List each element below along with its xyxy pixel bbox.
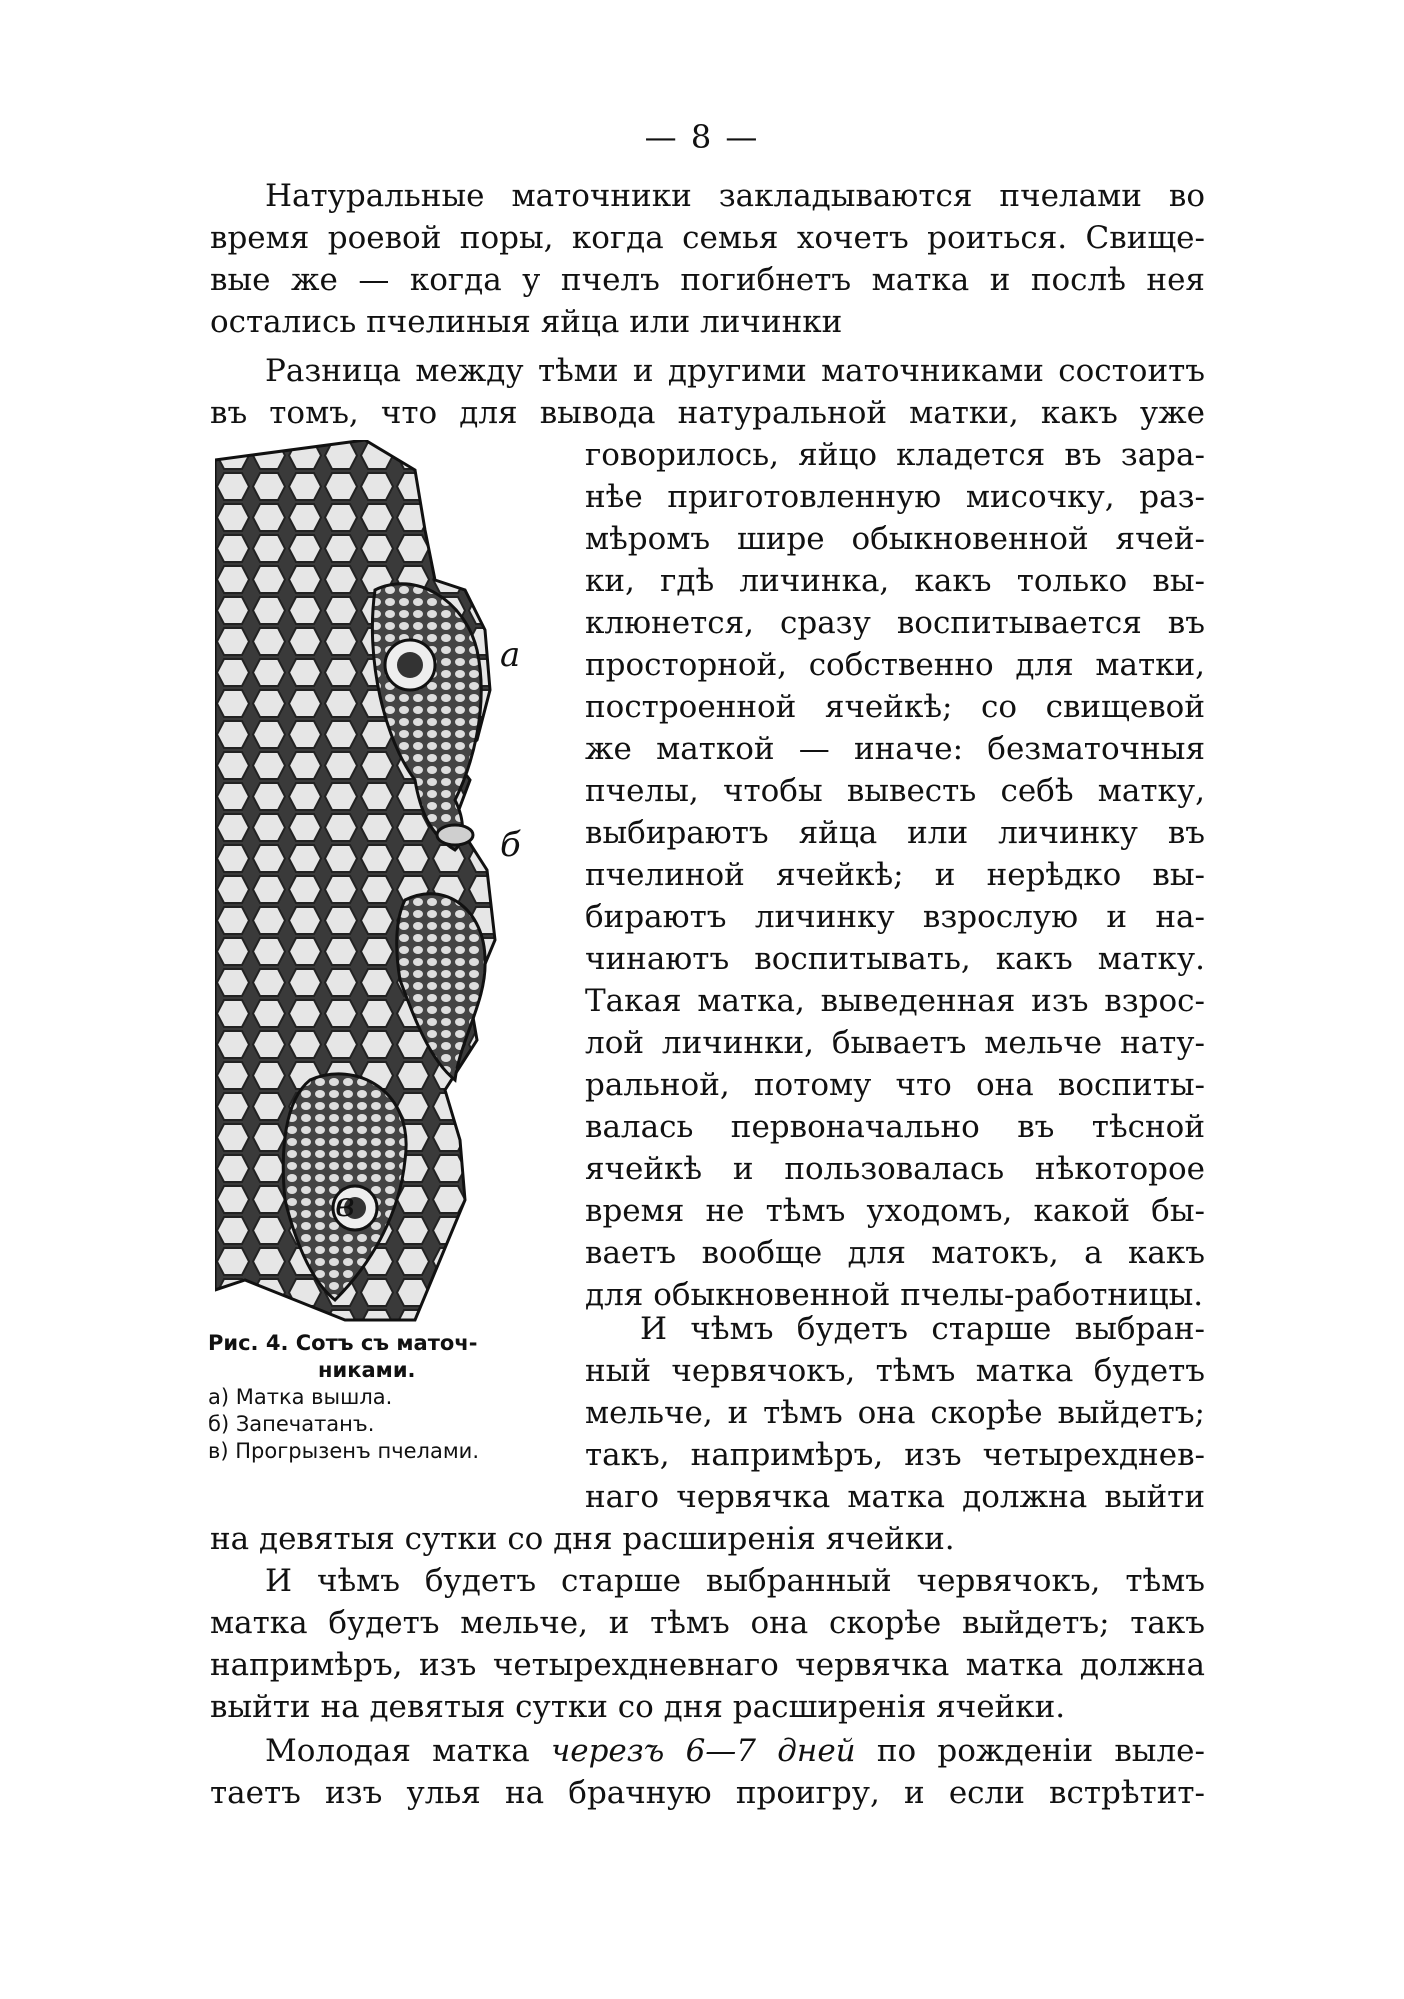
caption-item: в) Прогрызенъ пчелами. <box>208 1439 480 1463</box>
caption-title: Рис. 4. Сотъ съ маточ- <box>208 1331 478 1355</box>
text-line: таетъ изъ улья на брачную проигру, и если встрѣтит- <box>210 1775 1205 1811</box>
paragraph-2 <box>210 350 1205 434</box>
text-line: Натуральные маточники закладываются пчелами во <box>265 178 1205 214</box>
figure-label-v: в <box>335 1185 355 1225</box>
text-line: мѣромъ шире обыкновенной ячей- <box>585 521 1205 557</box>
text-line: говорилось, яйцо кладется въ зара- <box>585 437 1205 473</box>
text-line: на девятыя сутки со дня расширенія ячейки. <box>210 1521 955 1557</box>
figure-label-a: а <box>500 635 521 675</box>
text-line: ки, гдѣ личинка, какъ только вы- <box>585 563 1205 599</box>
text-line: ячейкѣ и пользовалась нѣкоторое <box>585 1151 1205 1187</box>
caption-item: а) Матка вышла. <box>208 1385 393 1409</box>
text-line: ный червячокъ, тѣмъ матка будетъ <box>585 1353 1205 1389</box>
text-line: ваетъ вообще для матокъ, а какъ <box>585 1235 1205 1271</box>
text-line: И чѣмъ будетъ старше выбранный червячокъ, тѣмъ <box>265 1563 1205 1599</box>
page-number: — 8 — <box>644 118 760 156</box>
text-line: такъ, напримѣръ, изъ четырехднев- <box>585 1437 1205 1473</box>
text-line: мельче, и тѣмъ она скорѣе выйдетъ; <box>585 1395 1205 1431</box>
text-line: нѣе приготовленную мисочку, раз- <box>585 479 1205 515</box>
text-line: остались пчелиныя яйца или личинки <box>210 304 843 340</box>
paragraph-5 <box>210 1730 1205 1814</box>
text-line: наго червячка матка должна выйти <box>585 1479 1205 1515</box>
text-line: И чѣмъ будетъ старше выбран- <box>640 1311 1205 1347</box>
text-span: по рожденіи выле- <box>855 1733 1205 1769</box>
text-line: пчелы, чтобы вывесть себѣ матку, <box>585 773 1205 809</box>
text-line: просторной, собственно для матки, <box>585 647 1205 683</box>
text-line: валась первоначально въ тѣсной <box>585 1109 1205 1145</box>
text-line: время роевой поры, когда семья хочетъ роиться. Свище- <box>210 220 1205 256</box>
text-line <box>210 1730 1205 1772</box>
text-line: пчелиной ячейкѣ; и нерѣдко вы- <box>585 857 1205 893</box>
caption-item: б) Запечатанъ. <box>208 1412 375 1436</box>
paragraph-2-wrapped <box>585 434 1205 1316</box>
paragraph-3-end <box>210 1518 1205 1560</box>
text-line: же маткой — иначе: безматочныя <box>585 731 1205 767</box>
text-line: ральной, потому что она воспиты- <box>585 1067 1205 1103</box>
text-line: лой личинки, бываетъ мельче нату- <box>585 1025 1205 1061</box>
text-line: Такая матка, выведенная изъ взрос- <box>585 983 1205 1019</box>
caption-title-cont: никами. <box>318 1358 416 1382</box>
text-line: матка будетъ мельче, и тѣмъ она скорѣе выйдетъ; такъ <box>210 1605 1205 1641</box>
text-line: для обыкновенной пчелы-работницы. <box>585 1277 1204 1313</box>
text-line: Разница между тѣми и другими маточниками состоитъ <box>265 353 1205 389</box>
italic-text: черезъ 6—7 дней <box>550 1733 856 1769</box>
paragraph-4 <box>210 1560 1205 1728</box>
text-line: построенной ячейкѣ; со свищевой <box>585 689 1205 725</box>
honeycomb-illustration <box>215 440 555 1330</box>
text-line: выбираютъ яйца или личинку въ <box>585 815 1205 851</box>
text-line: въ томъ, что для вывода натуральной матки, какъ уже <box>210 395 1205 431</box>
paragraph-1 <box>210 175 1205 343</box>
text-line: чинаютъ воспитывать, какъ матку. <box>585 941 1205 977</box>
text-line: клюнется, сразу воспитывается въ <box>585 605 1205 641</box>
text-line: бираютъ личинку взрослую и на- <box>585 899 1205 935</box>
text-line: выйти на девятыя сутки со дня расширенія ячейки. <box>210 1689 1066 1725</box>
text-line: вые же — когда у пчелъ погибнетъ матка и послѣ нея <box>210 262 1205 298</box>
text-line: напримѣръ, изъ четырехдневнаго червячка матка должна <box>210 1647 1205 1683</box>
honeycomb-figure <box>215 440 555 1330</box>
paragraph-3-wrapped <box>585 1308 1205 1518</box>
figure-caption <box>208 1330 578 1465</box>
text-span: Молодая матка <box>265 1733 551 1769</box>
figure-label-b: б <box>500 825 521 865</box>
text-line: время не тѣмъ уходомъ, какой бы- <box>585 1193 1205 1229</box>
